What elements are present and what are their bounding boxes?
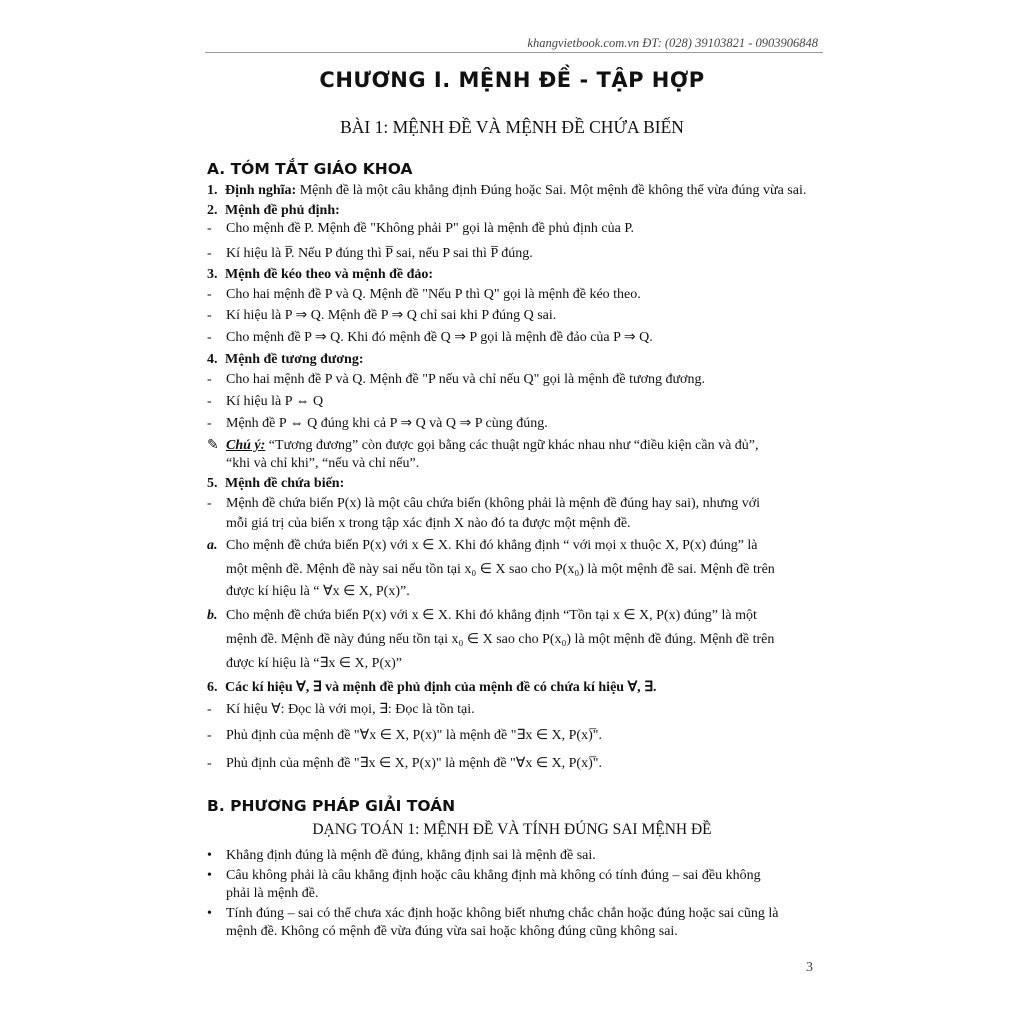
section-b-title: B. PHƯƠNG PHÁP GIẢI TOÁN xyxy=(207,797,456,815)
item-a-line-1: a. Cho mệnh đề chứa biến P(x) với x ∈ X. Khi đó khẳng định “ với mọi x thuộc X, P(x) đúng” là xyxy=(207,538,758,553)
item5-line-2: mỗi giá trị của biến x trong tập xác định X nào đó ta được một mệnh đề. xyxy=(226,516,631,531)
bullet-3-line-2: mệnh đề. Không có mệnh đề vừa đúng vừa sai hoặc không đúng cũng không sai. xyxy=(226,924,678,939)
item6-line-1: - Kí hiệu ∀: Đọc là với mọi, ∃: Đọc là tồn tại. xyxy=(207,702,475,717)
item5-line-1: - Mệnh đề chứa biến P(x) là một câu chứa biến (không phải là mệnh đề đúng hay sai), nhưng với xyxy=(207,496,761,511)
section-a-title: A. TÓM TẮT GIÁO KHOA xyxy=(207,160,413,178)
note-text-1: “Tương đương” còn được gọi bằng các thuật ngữ khác nhau như “điều kiện cần và đủ”, xyxy=(265,438,759,453)
pencil-note-icon: ✎ xyxy=(207,438,219,453)
bullet-2-line-2: phải là mệnh đề. xyxy=(226,886,319,901)
item6-line-2: - Phủ định của mệnh đề "∀x ∈ X, P(x)" là mệnh đề "∃x ∈ X, P(x)̅". xyxy=(207,728,602,743)
bullet-1: • Khẳng định đúng là mệnh đề đúng, khẳng định sai là mệnh đề sai. xyxy=(207,848,596,863)
item6-title: Các kí hiệu ∀, ∃ và mệnh đề phủ định của mệnh đề có chứa kí hiệu ∀, ∃. xyxy=(225,680,657,695)
bullet-2-line-1: • Câu không phải là câu khẳng định hoặc câu khẳng định mà không có tính đúng – sai đều không xyxy=(207,868,761,883)
section-a-line: - Cho hai mệnh đề P và Q. Mệnh đề "Nếu P thì Q" gọi là mệnh đề kéo theo. xyxy=(207,287,641,302)
item6-title-line: 6. Các kí hiệu ∀, ∃ và mệnh đề phủ định của mệnh đề có chứa kí hiệu ∀, ∃. xyxy=(207,680,657,695)
item-b-line-2: mệnh đề. Mệnh đề này đúng nếu tồn tại x₀ ∈ X sao cho P(x₀) là một mệnh đề đúng. Mệnh đề trên xyxy=(226,632,775,647)
bullet-icon: • xyxy=(207,906,212,921)
section-a-line: - Cho mệnh đề P. Mệnh đề "Không phải P" gọi là mệnh đề phủ định của P. xyxy=(207,221,635,236)
section-b-subtitle: DẠNG TOÁN 1: MỆNH ĐỀ VÀ TÍNH ĐÚNG SAI MỆNH ĐỀ xyxy=(312,821,712,838)
section-a-line: - Cho mệnh đề P ⇒ Q. Khi đó mệnh đề Q ⇒ P gọi là mệnh đề đảo của P ⇒ Q. xyxy=(207,330,653,345)
bullet-icon: • xyxy=(207,868,212,883)
section-a-line: - Kí hiệu là P̅. Nếu P đúng thì P̅ sai, nếu P sai thì P̅ đúng. xyxy=(207,246,533,261)
bullet-icon: • xyxy=(207,848,212,863)
section-a-line: 2. Mệnh đề phủ định: xyxy=(207,203,340,218)
section-a-line: 4. Mệnh đề tương đương: xyxy=(207,352,364,367)
item-a-line-3: được kí hiệu là “ ∀x ∈ X, P(x)”. xyxy=(226,584,410,599)
item5-title: Mệnh đề chứa biến: xyxy=(225,476,345,491)
item-b-line-3: được kí hiệu là “∃x ∈ X, P(x)” xyxy=(226,656,402,671)
section-a-line: 3. Mệnh đề kéo theo và mệnh đề đảo: xyxy=(207,267,434,282)
note-line-1 xyxy=(207,436,819,455)
page-number: 3 xyxy=(806,960,813,975)
header-divider xyxy=(205,52,823,53)
item-b-line-1: b. Cho mệnh đề chứa biến P(x) với x ∈ X. Khi đó khẳng định “Tồn tại x ∈ X, P(x) đúng” là một xyxy=(207,608,757,623)
section-a-line: - Cho hai mệnh đề P và Q. Mệnh đề "P nếu và chỉ nếu Q" gọi là mệnh đề tương đương. xyxy=(207,372,705,387)
item5-title-line: 5. Mệnh đề chứa biến: xyxy=(207,476,345,491)
section-a-line: - Kí hiệu là P ⇔ Q xyxy=(207,394,324,409)
item6-line-3: - Phủ định của mệnh đề "∃x ∈ X, P(x)" là mệnh đề "∀x ∈ X, P(x)̅". xyxy=(207,756,602,771)
header-contact: khangvietbook.com.vn ĐT: (028) 39103821 - 0903906848 xyxy=(527,36,818,50)
note-label: Chú ý: xyxy=(226,438,266,453)
section-a-line: - Kí hiệu là P ⇒ Q. Mệnh đề P ⇒ Q chỉ sai khi P đúng Q sai. xyxy=(207,308,557,323)
section-a-line: - Mệnh đề P ⇔ Q đúng khi cả P ⇒ Q và Q ⇒ P cùng đúng. xyxy=(207,416,548,431)
bullet-3-line-1: • Tính đúng – sai có thể chưa xác định hoặc không biết nhưng chắc chắn hoặc đúng hoặc sai cũng là xyxy=(207,906,779,921)
section-a-line: 1. Định nghĩa: Mệnh đề là một câu khẳng định Đúng hoặc Sai. Một mệnh đề không thể vừa đúng vừa sai. xyxy=(207,183,807,198)
item-a-line-2: một mệnh đề. Mệnh đề này sai nếu tồn tại x₀ ∈ X sao cho P(x₀) là một mệnh đề sai. Mệnh đề trên xyxy=(226,562,775,577)
note-line-2: “khi và chỉ khi”, “nếu và chỉ nếu”. xyxy=(226,456,420,471)
lesson-title: BÀI 1: MỆNH ĐỀ VÀ MỆNH ĐỀ CHỨA BIẾN xyxy=(340,117,684,137)
chapter-title: CHƯƠNG I. MỆNH ĐỀ - TẬP HỢP xyxy=(319,68,705,92)
